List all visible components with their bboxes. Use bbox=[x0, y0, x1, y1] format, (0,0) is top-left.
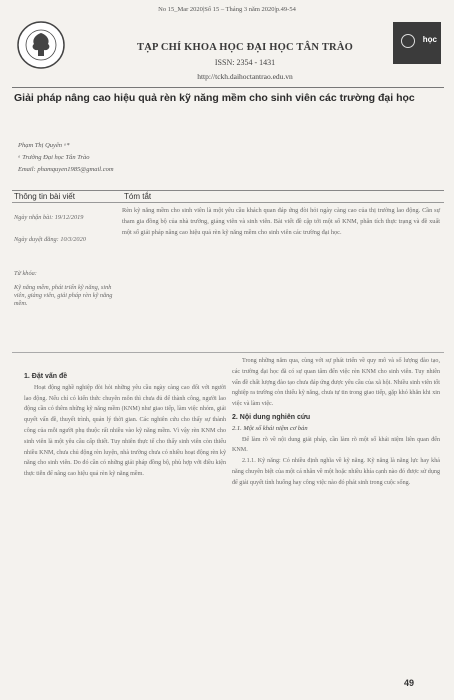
article-title: Giải pháp nâng cao hiệu quả rèn kỹ năng mềm cho sinh viên các trường đại học bbox=[14, 92, 415, 104]
right-paragraph-2: Để làm rõ về nội dung giải pháp, cần làm rõ một số khái niệm liên quan đến KNM. bbox=[232, 436, 440, 454]
journal-logo: học bbox=[393, 22, 441, 64]
info-heading: Thông tin bài viết bbox=[14, 192, 75, 201]
right-paragraph-1: Trong những năm qua, cùng với sự phát triển về quy mô và số lượng đào tạo, các trường đại học đã có sự quan tâm đến việc rèn KNM cho sinh viên. Tuy nhiên vấn đề chất lượng đào tạo chưa đáp ứng được yêu cầu của xã hội. Nhiều sinh viên tốt nghiệp ra trường còn thiếu kỹ năng, chưa tự tin trong giao tiếp, gặp khó khăn khi xin việc và làm việc. bbox=[232, 358, 440, 408]
journal-website[interactable]: http://tckh.daihoctantrao.edu.vn bbox=[197, 72, 293, 81]
intro-text: Hoạt động nghề nghiệp đòi hỏi những yêu cầu ngày càng cao đối với người lao động. Nếu chỉ có kiến thức chuyên môn thì chưa đủ để thành công, người lao động cần có thêm những kỹ năng mềm (KNM) như giao tiếp, làm việc nhóm, giải quyết vấn đề, thuyết trình, quản lý thời gian. Các nghiên cứu cho thấy sự thành công của mỗi người phụ thuộc rất nhiều vào kỹ năng mềm. Vì vậy rèn KNM cho sinh viên là một yêu cầu cấp thiết. Tuy nhiên thực tế cho thấy sinh viên còn thiếu nhiều KNM, chưa chủ động rèn luyện, nhà trường chưa có nhiều hoạt động rèn kỹ năng cho sinh viên. Do đó cần có những giải pháp đồng bộ, phù hợp với điều kiện thực tiễn để nâng cao hiệu quả rèn kỹ năng mềm. bbox=[24, 384, 226, 478]
right-paragraph-3: 2.1.1. Kỹ năng: Có nhiều định nghĩa về kỹ năng. Kỹ năng là năng lực hay khả năng chuyên biệt của một cá nhân về một hoặc nhiều khía cạnh nào đó được sử dụng để giải quyết tình huống hay công việc nào đó phát sinh trong cuộc sống. bbox=[232, 458, 440, 486]
left-column bbox=[24, 372, 226, 480]
right-column bbox=[232, 356, 440, 489]
content-heading: 2. Nội dung nghiên cứu bbox=[232, 413, 311, 421]
body-divider bbox=[12, 352, 444, 353]
article-email[interactable]: Email: phamquyen1985@gmail.com bbox=[18, 166, 114, 173]
section-divider-top bbox=[12, 190, 444, 191]
university-logo bbox=[16, 20, 66, 70]
received-date: Ngày nhận bài: 19/12/2019 bbox=[14, 214, 84, 221]
section-divider-bottom bbox=[12, 202, 444, 203]
keywords: Kỹ năng mềm, phát triển kỹ năng, sinh viên, giảng viên, giải pháp rèn kỹ năng mềm. bbox=[14, 284, 113, 307]
journal-title: TẠP CHÍ KHOA HỌC ĐẠI HỌC TÂN TRÀO bbox=[137, 42, 353, 53]
intro-heading: 1. Đặt vấn đề bbox=[24, 373, 68, 380]
header-divider bbox=[12, 87, 444, 88]
abstract-heading: Tóm tắt bbox=[124, 192, 152, 201]
article-author: Phạm Thị Quyên ᵃ* bbox=[18, 142, 70, 149]
keywords-label: Từ khóa: bbox=[14, 270, 37, 277]
journal-issn: ISSN: 2354 - 1431 bbox=[214, 58, 276, 67]
abstract-text: Rèn kỹ năng mềm cho sinh viên là một yêu cầu khách quan đáp ứng đòi hỏi ngày càng cao của thị trường lao động. Cần sự tham gia đồng bộ của nhà trường, giảng viên và sinh viên. Bài viết đề cập tới một số KNM, phân tích thực trạng và đề xuất một số giải pháp nâng cao hiệu quả rèn kỹ năng mềm cho sinh viên các trường đại học. bbox=[122, 207, 440, 236]
concept-heading: 2.1. Một số khái niệm cơ bản bbox=[232, 424, 308, 432]
accepted-date: Ngày duyệt đăng: 10/3/2020 bbox=[14, 236, 86, 243]
article-affiliation: ᵃ Trường Đại học Tân Trào bbox=[18, 154, 90, 161]
running-header: No 15_Mar 2020|Số 15 – Tháng 3 năm 2020|p.49-54 bbox=[158, 6, 296, 13]
page-number: 49 bbox=[404, 678, 415, 688]
